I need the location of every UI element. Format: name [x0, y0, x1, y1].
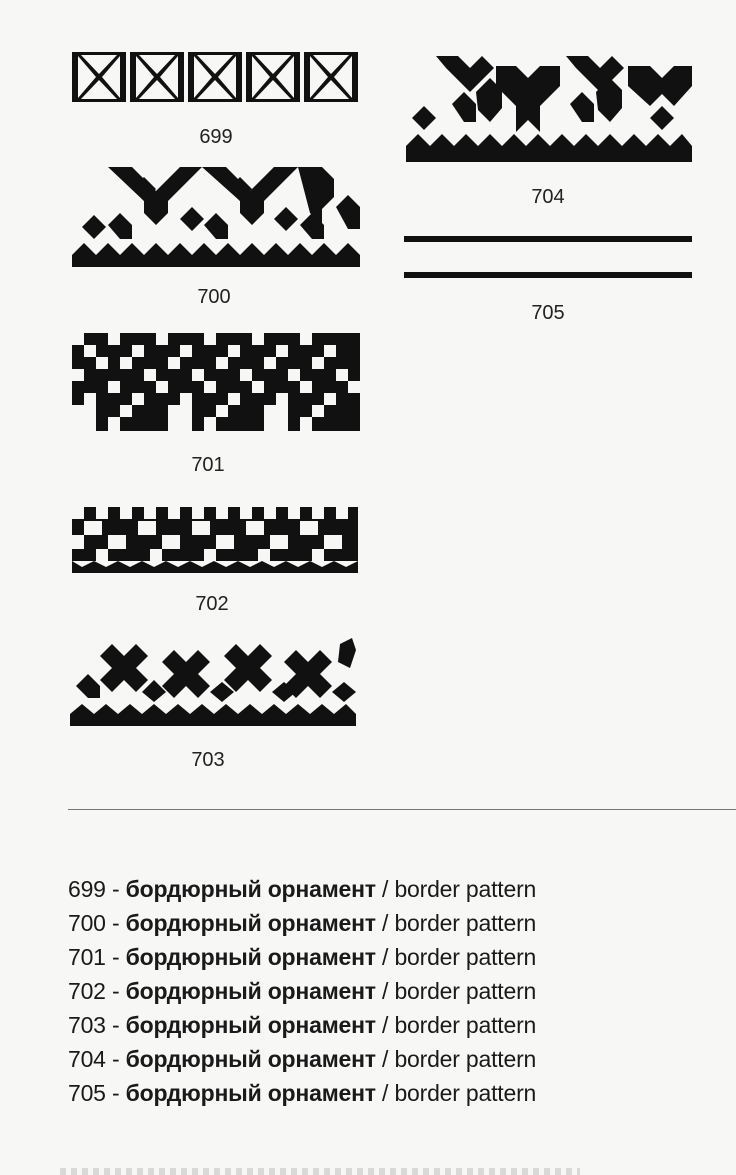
legend-russian: бордюрный орнамент — [125, 1080, 376, 1106]
legend-number: 702 — [68, 978, 106, 1004]
pattern-703-graphic — [70, 638, 356, 726]
legend-number: 701 — [68, 944, 106, 970]
legend-english: border pattern — [394, 1046, 537, 1072]
legend-separator: - — [105, 1012, 126, 1038]
legend-separator: - — [105, 1080, 126, 1106]
pattern-702-number: 702 — [195, 593, 229, 615]
legend-slash: / — [375, 1012, 395, 1038]
legend-row-700 — [68, 906, 536, 940]
legend-russian: бордюрный орнамент — [125, 1046, 376, 1072]
border-pattern-699 — [72, 52, 360, 102]
border-pattern-703 — [70, 638, 356, 726]
pattern-704-graphic — [406, 56, 692, 162]
pattern-702-graphic — [72, 507, 358, 573]
legend-row-701 — [68, 940, 536, 974]
border-pattern-702 — [72, 507, 358, 573]
legend-row-703 — [68, 1008, 536, 1042]
legend-english: border pattern — [394, 910, 537, 936]
pattern-705-graphic — [404, 234, 692, 280]
legend — [68, 872, 536, 1110]
legend-number: 705 — [68, 1080, 106, 1106]
legend-row-702 — [68, 974, 536, 1008]
legend-number: 699 — [68, 876, 106, 902]
legend-separator: - — [105, 944, 126, 970]
border-pattern-704 — [406, 56, 692, 162]
legend-slash: / — [375, 1046, 395, 1072]
border-pattern-700 — [72, 167, 362, 267]
legend-english: border pattern — [394, 1080, 537, 1106]
legend-separator: - — [105, 910, 126, 936]
legend-slash: / — [375, 1080, 395, 1106]
pattern-705-number: 705 — [531, 302, 565, 324]
legend-slash: / — [375, 944, 395, 970]
legend-number: 704 — [68, 1046, 106, 1072]
page-edge-artifact — [60, 1168, 580, 1175]
legend-english: border pattern — [394, 978, 537, 1004]
pattern-704-number: 704 — [531, 186, 565, 208]
legend-row-699 — [68, 872, 536, 906]
legend-row-704 — [68, 1042, 536, 1076]
legend-slash: / — [375, 876, 395, 902]
legend-english: border pattern — [394, 944, 537, 970]
pattern-700-number: 700 — [197, 286, 231, 308]
border-pattern-705 — [404, 234, 692, 280]
legend-english: border pattern — [394, 1012, 537, 1038]
legend-number: 703 — [68, 1012, 106, 1038]
legend-separator: - — [105, 1046, 126, 1072]
legend-english: border pattern — [394, 876, 537, 902]
legend-slash: / — [375, 910, 395, 936]
pattern-699-graphic — [72, 52, 360, 102]
legend-row-705 — [68, 1076, 536, 1110]
border-pattern-701 — [72, 333, 360, 431]
legend-separator: - — [105, 978, 126, 1004]
pattern-700-graphic — [72, 167, 362, 267]
legend-russian: бордюрный орнамент — [125, 978, 376, 1004]
legend-number: 700 — [68, 910, 106, 936]
legend-separator: - — [105, 876, 126, 902]
legend-russian: бордюрный орнамент — [125, 944, 376, 970]
legend-russian: бордюрный орнамент — [125, 1012, 376, 1038]
pattern-701-graphic — [72, 333, 360, 431]
legend-slash: / — [375, 978, 395, 1004]
legend-russian: бордюрный орнамент — [125, 876, 376, 902]
section-divider — [68, 809, 736, 810]
pattern-703-number: 703 — [191, 749, 225, 771]
pattern-699-number: 699 — [199, 126, 233, 148]
pattern-701-number: 701 — [191, 454, 225, 476]
legend-russian: бордюрный орнамент — [125, 910, 376, 936]
